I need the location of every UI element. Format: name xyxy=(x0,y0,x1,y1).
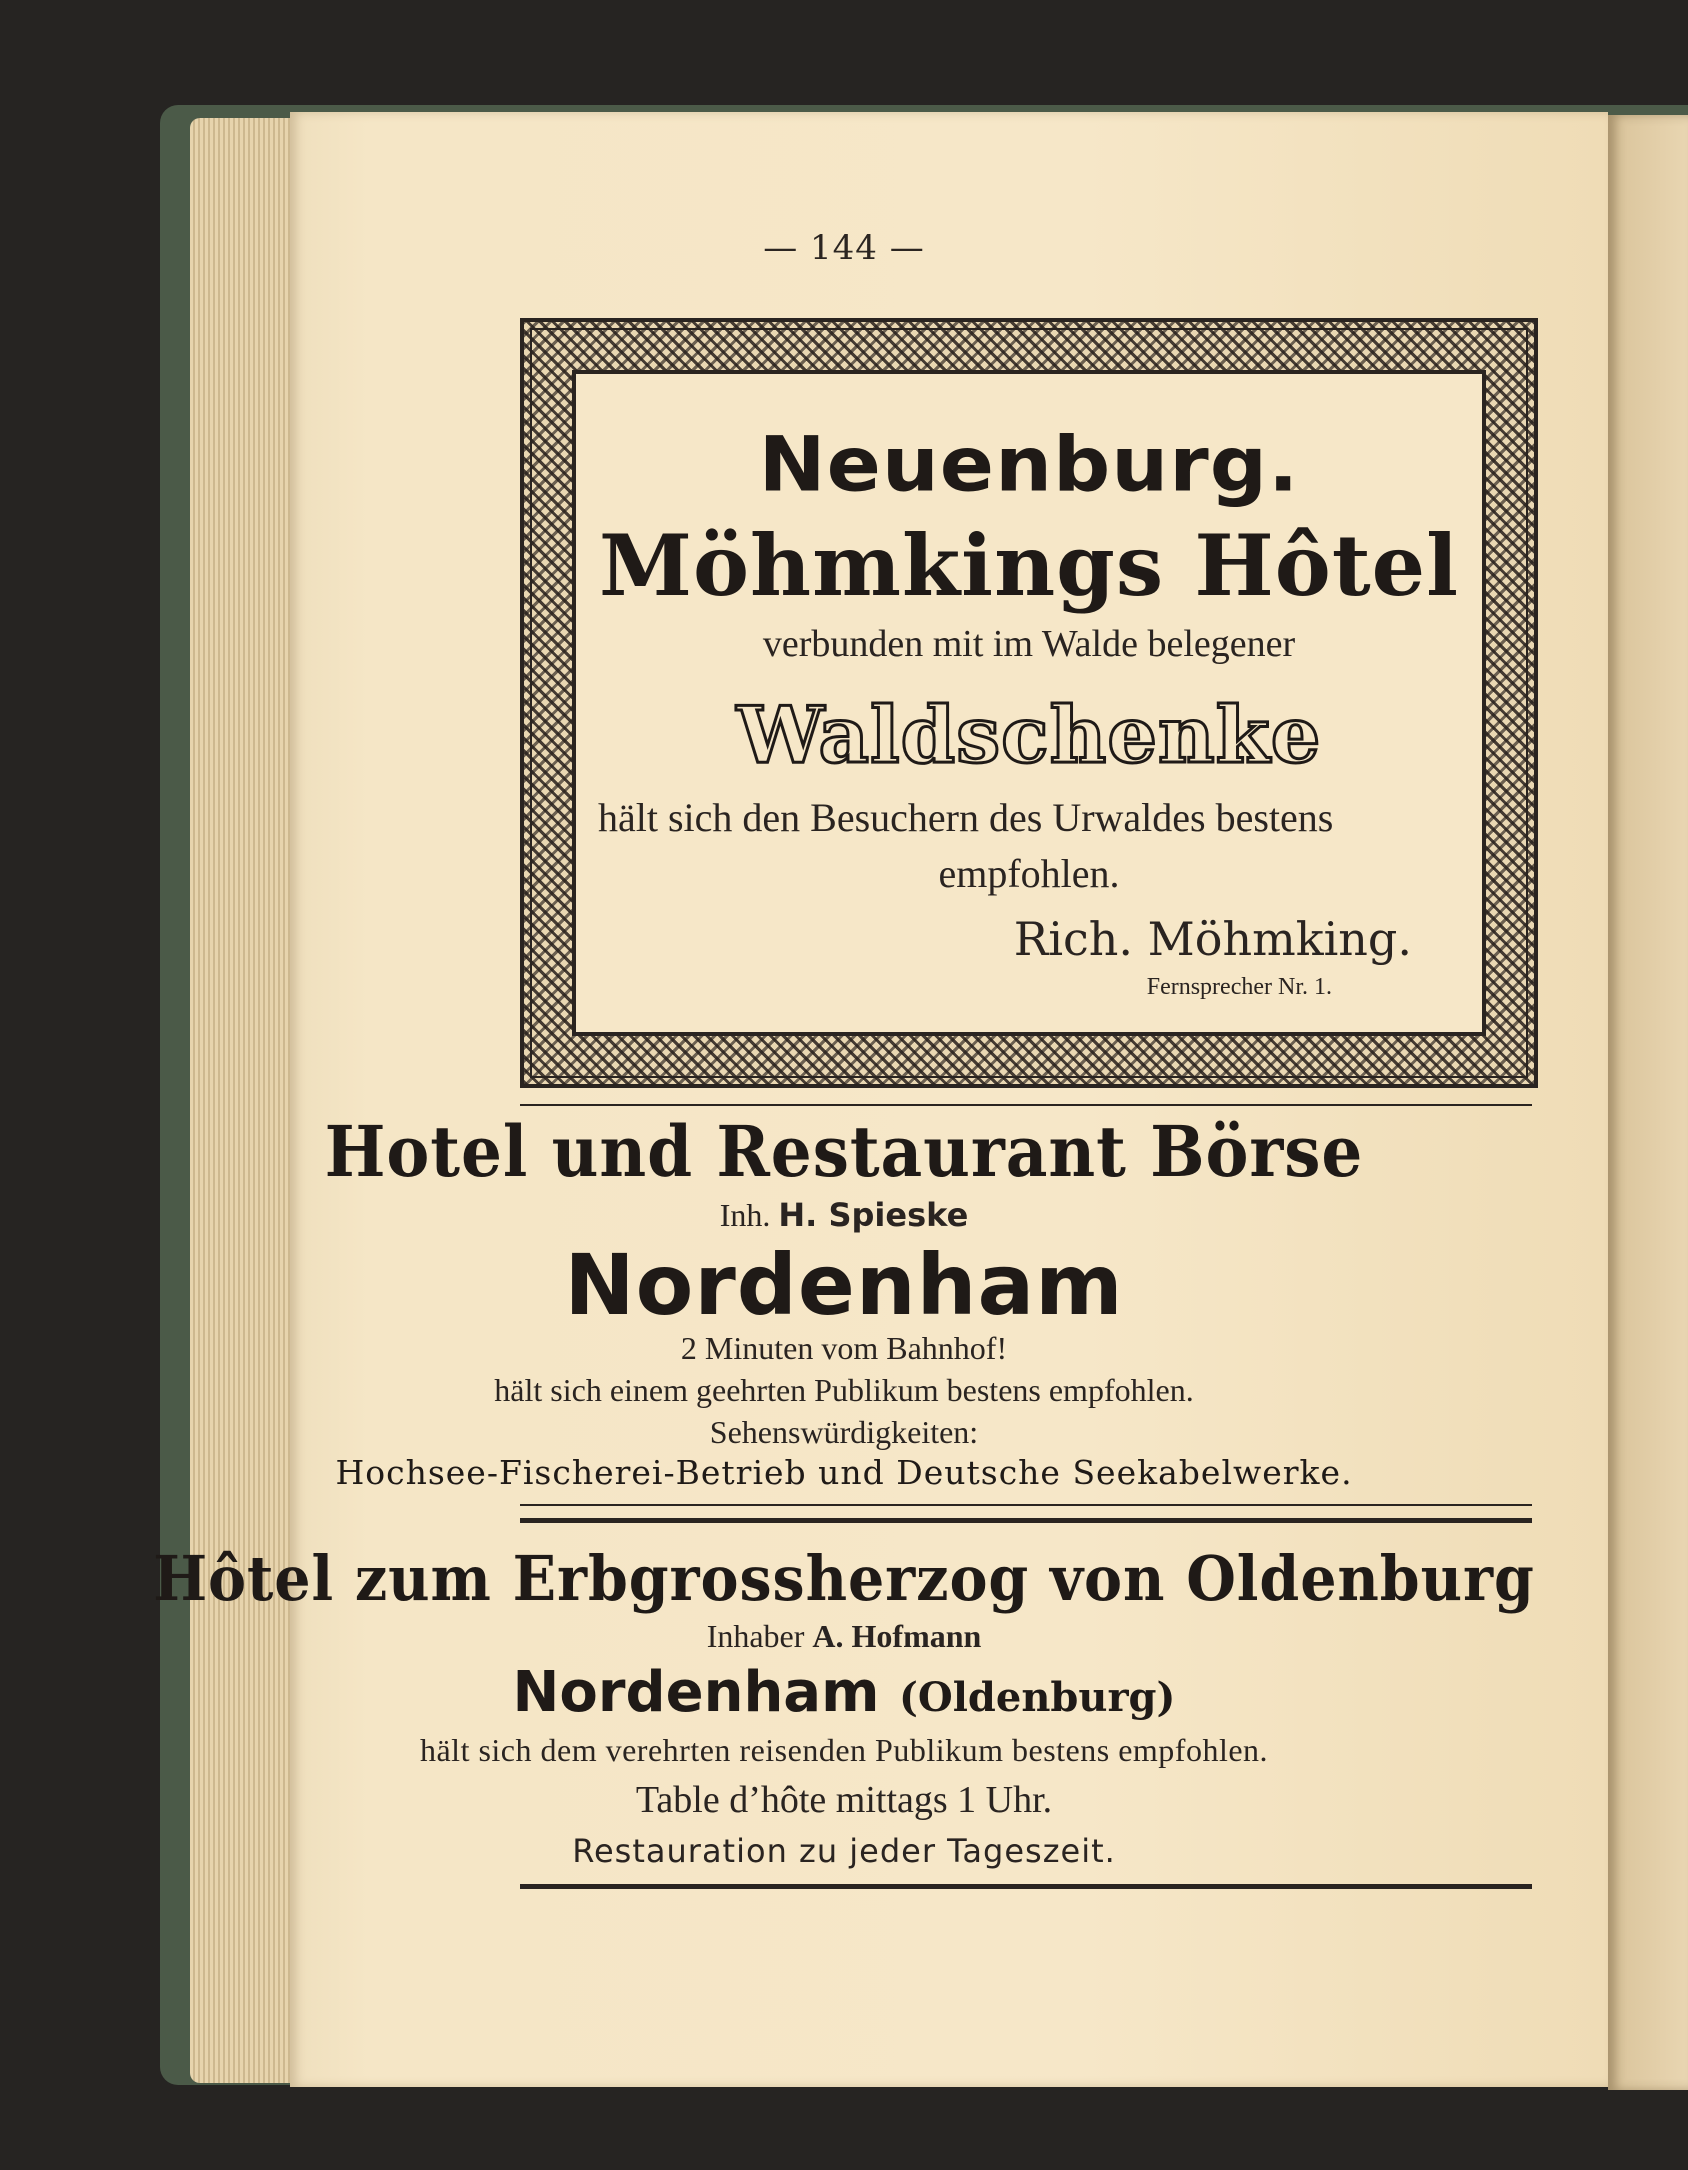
ad2-line4: Hochsee-Fischerei-Betrieb und Deutsche Seekabelwerke. xyxy=(335,1453,1353,1492)
ad1-hotel-name: Möhmkings Hôtel xyxy=(599,516,1459,615)
ad1-waldschenke: Waldschenke xyxy=(736,690,1322,781)
ad2-line3: Sehenswürdigkeiten: xyxy=(709,1414,979,1450)
ad2-line2: hält sich einem geehrten Publikum bestens empfohlen. xyxy=(494,1372,1194,1408)
ad3-owner-name: A. Hofmann xyxy=(812,1618,982,1654)
ad2-owner-name: H. Spieske xyxy=(778,1196,969,1234)
ad2-line1: 2 Minuten vom Bahnhof! xyxy=(680,1330,1008,1366)
divider-rule-thick xyxy=(520,1518,1532,1523)
ad1-owner: Rich. Möhmking. xyxy=(1013,912,1412,966)
ad1-recommend-line1: hält sich den Besuchern des Urwaldes bestens xyxy=(598,795,1334,840)
ad3-owner-prefix: Inhaber xyxy=(706,1618,805,1654)
divider-rule xyxy=(520,1104,1532,1106)
ad2-owner xyxy=(0,1196,1688,1234)
ad1-phone: Fernsprecher Nr. 1. xyxy=(1146,974,1332,1000)
ad2-title: Hotel und Restaurant Börse xyxy=(324,1110,1364,1193)
ad3-line2: Table d’hôte mittags 1 Uhr. xyxy=(635,1779,1053,1821)
ad3-line1: hält sich dem verehrten reisenden Publikum bestens empfohlen. xyxy=(419,1732,1269,1768)
ad2-owner-prefix: Inh. xyxy=(719,1197,771,1233)
ad2-city: Nordenham xyxy=(564,1236,1124,1334)
ad1-connect-text: verbunden mit im Walde belegener xyxy=(762,623,1296,665)
ad3-city-name: Nordenham xyxy=(512,1660,880,1725)
divider-rule xyxy=(520,1504,1532,1506)
ad1-recommend-line2: empfohlen. xyxy=(938,851,1120,896)
bottom-rule xyxy=(520,1884,1532,1889)
ad3-city xyxy=(0,1660,1688,1725)
ad3-city-suffix: (Oldenburg) xyxy=(898,1674,1176,1721)
ad3-owner xyxy=(0,1618,1688,1655)
ad3-line3: Restauration zu jeder Tageszeit. xyxy=(572,1832,1116,1870)
ad3-title: Hôtel zum Erbgrossherzog von Oldenburg xyxy=(153,1542,1535,1615)
ad1-town: Neuenburg. xyxy=(758,420,1300,509)
page-number: — 144 — xyxy=(763,228,925,268)
